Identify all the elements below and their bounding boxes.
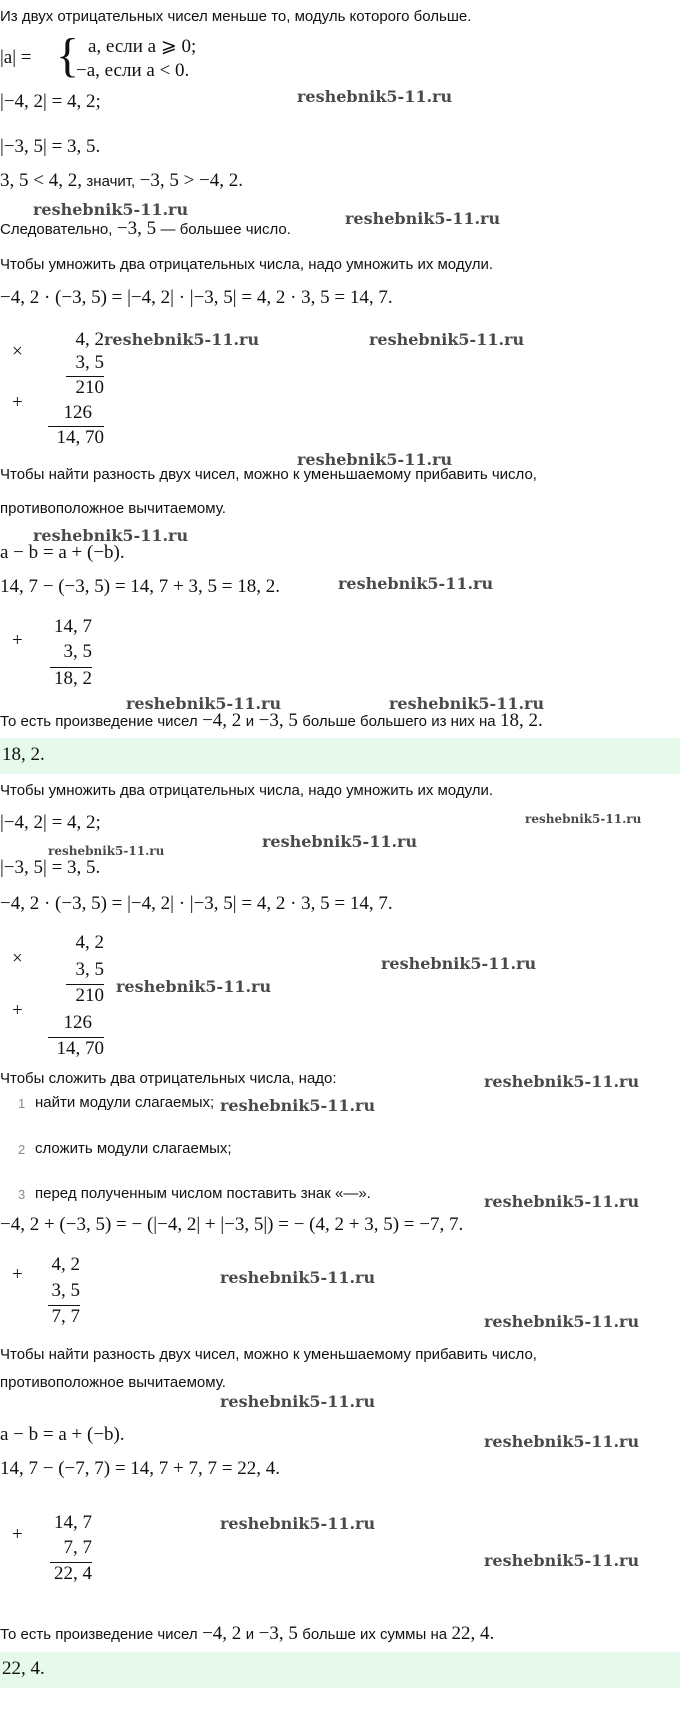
rule-sum: Чтобы сложить два отрицательных числа, надо: xyxy=(0,1070,337,1087)
step-number: 3 xyxy=(18,1187,26,1202)
watermark: reshebnik5-11.ru xyxy=(525,812,642,826)
conclusion-math: −3, 5 xyxy=(116,218,157,239)
addend-a: 14, 7 xyxy=(54,1512,92,1533)
compare-math-a: 3, 5 < 4, 2, xyxy=(0,170,82,191)
watermark: reshebnik5-11.ru xyxy=(484,1432,640,1451)
step-text: найти модули слагаемых; xyxy=(35,1094,215,1111)
compare-line xyxy=(0,170,243,192)
watermark: reshebnik5-11.ru xyxy=(338,574,494,593)
answer-value: 18, 2. xyxy=(2,744,45,765)
step-text: перед полученным числом поставить знак «—». xyxy=(35,1185,371,1202)
addend-a: 4, 2 xyxy=(51,1254,80,1275)
summary-math-2: −3, 5 xyxy=(258,1623,298,1644)
watermark: reshebnik5-11.ru xyxy=(484,1192,640,1211)
rule-difference-line2: противоположное вычитаемому. xyxy=(0,500,226,517)
summary-and: и xyxy=(245,713,255,730)
abs-case-positive: a, если a ⩾ 0; xyxy=(88,36,197,57)
watermark: reshebnik5-11.ru xyxy=(48,844,165,858)
abs-definition-lhs: |a| = xyxy=(0,47,32,68)
watermark: reshebnik5-11.ru xyxy=(381,954,537,973)
rule-difference-line1: Чтобы найти разность двух чисел, можно к уменьшаемому прибавить число, xyxy=(0,466,537,483)
watermark: reshebnik5-11.ru xyxy=(484,1312,640,1331)
watermark: reshebnik5-11.ru xyxy=(297,87,453,106)
abs-case-negative: −a, если a < 0. xyxy=(76,60,190,81)
watermark: reshebnik5-11.ru xyxy=(297,450,453,469)
watermark: reshebnik5-11.ru xyxy=(33,200,189,219)
summary-mid: больше их суммы на xyxy=(302,1626,448,1643)
abs-eq-2: |−3, 5| = 3, 5. xyxy=(0,857,101,878)
plus-sign: + xyxy=(12,1264,23,1285)
abs-definition-brace: { xyxy=(56,29,80,82)
plus-sign: + xyxy=(12,1000,23,1021)
conclusion-pre: Следовательно, xyxy=(0,221,113,238)
summary-mid: больше большего из них на xyxy=(302,713,496,730)
factor-b: 3, 5 xyxy=(75,959,104,980)
answer-box xyxy=(0,738,680,774)
watermark: reshebnik5-11.ru xyxy=(220,1392,376,1411)
rule-compare: Из двух отрицательных чисел меньше то, модуль которого больше. xyxy=(0,8,472,25)
watermark: reshebnik5-11.ru xyxy=(116,977,272,996)
conclusion-post: — большее число. xyxy=(160,221,291,238)
answer-box xyxy=(0,1652,680,1688)
rule-multiply: Чтобы умножить два отрицательных числа, надо умножить их модули. xyxy=(0,782,494,799)
watermark: reshebnik5-11.ru xyxy=(126,694,282,713)
plus-sign: + xyxy=(12,392,23,413)
product-equation: −4, 2 · (−3, 5) = |−4, 2| · |−3, 5| = 4, 2 · 3, 5 = 14, 7. xyxy=(0,287,393,308)
watermark: reshebnik5-11.ru xyxy=(345,209,501,228)
summary-line xyxy=(0,1623,494,1645)
step-number: 2 xyxy=(18,1142,26,1157)
addend-a: 14, 7 xyxy=(54,616,92,637)
difference-formula: a − b = a + (−b). xyxy=(0,542,125,563)
watermark: reshebnik5-11.ru xyxy=(389,694,545,713)
plus-sign: + xyxy=(12,630,23,651)
difference-equation: 14, 7 − (−3, 5) = 14, 7 + 3, 5 = 18, 2. xyxy=(0,576,280,597)
rule-difference-line1: Чтобы найти разность двух чисел, можно к уменьшаемому прибавить число, xyxy=(0,1346,537,1363)
watermark: reshebnik5-11.ru xyxy=(33,526,189,545)
multiply-sign: × xyxy=(12,948,23,969)
difference-equation: 14, 7 − (−7, 7) = 14, 7 + 7, 7 = 22, 4. xyxy=(0,1458,280,1479)
conclusion-line xyxy=(0,218,291,240)
sum-result: 22, 4 xyxy=(54,1563,92,1584)
factor-b: 3, 5 xyxy=(75,352,104,373)
watermark: reshebnik5-11.ru xyxy=(484,1072,640,1091)
watermark: reshebnik5-11.ru xyxy=(369,330,525,349)
abs-eq-2: |−3, 5| = 3, 5. xyxy=(0,136,101,157)
compare-math-b: −3, 5 > −4, 2. xyxy=(139,170,244,191)
summary-math-2: −3, 5 xyxy=(258,710,298,731)
sum-result: 18, 2 xyxy=(54,668,92,689)
rule-multiply: Чтобы умножить два отрицательных числа, надо умножить их модули. xyxy=(0,256,494,273)
partial-2: 126 xyxy=(63,402,92,423)
addend-b: 3, 5 xyxy=(63,641,92,662)
addend-b: 3, 5 xyxy=(51,1280,80,1301)
watermark: reshebnik5-11.ru xyxy=(220,1514,376,1533)
sum-equation: −4, 2 + (−3, 5) = − (|−4, 2| + |−3, 5|) = − (4, 2 + 3, 5) = −7, 7. xyxy=(0,1214,464,1235)
compare-word: значит, xyxy=(86,173,136,190)
plus-sign: + xyxy=(12,1524,23,1545)
summary-and: и xyxy=(245,1626,255,1643)
summary-pre: То есть произведение чисел xyxy=(0,1626,198,1643)
summary-math-1: −4, 2 xyxy=(202,710,242,731)
difference-formula: a − b = a + (−b). xyxy=(0,1424,125,1445)
summary-line xyxy=(0,710,543,732)
summary-pre: То есть произведение чисел xyxy=(0,713,198,730)
watermark: reshebnik5-11.ru xyxy=(220,1096,376,1115)
watermark: reshebnik5-11.ru xyxy=(262,832,418,851)
answer-value: 22, 4. xyxy=(2,1658,45,1679)
partial-1: 210 xyxy=(75,377,104,398)
sum-result: 7, 7 xyxy=(51,1306,80,1327)
watermark: reshebnik5-11.ru xyxy=(104,330,260,349)
rule-difference-line2: противоположное вычитаемому. xyxy=(0,1374,226,1391)
watermark: reshebnik5-11.ru xyxy=(484,1551,640,1570)
partial-1: 210 xyxy=(75,985,104,1006)
product-result: 14, 70 xyxy=(56,427,104,448)
abs-eq-1: |−4, 2| = 4, 2; xyxy=(0,812,101,833)
watermark: reshebnik5-11.ru xyxy=(220,1268,376,1287)
summary-math-3: 18, 2. xyxy=(500,710,543,731)
addend-b: 7, 7 xyxy=(63,1537,92,1558)
summary-math-1: −4, 2 xyxy=(202,1623,242,1644)
step-text: сложить модули слагаемых; xyxy=(35,1140,232,1157)
step-number: 1 xyxy=(18,1096,26,1111)
summary-math-3: 22, 4. xyxy=(451,1623,495,1644)
partial-2: 126 xyxy=(63,1012,92,1033)
factor-a: 4, 2 xyxy=(75,932,104,953)
product-equation: −4, 2 · (−3, 5) = |−4, 2| · |−3, 5| = 4, 2 · 3, 5 = 14, 7. xyxy=(0,893,393,914)
product-result: 14, 70 xyxy=(56,1038,104,1059)
abs-eq-1: |−4, 2| = 4, 2; xyxy=(0,91,101,112)
factor-a: 4, 2 xyxy=(75,329,104,350)
multiply-sign: × xyxy=(12,341,23,362)
